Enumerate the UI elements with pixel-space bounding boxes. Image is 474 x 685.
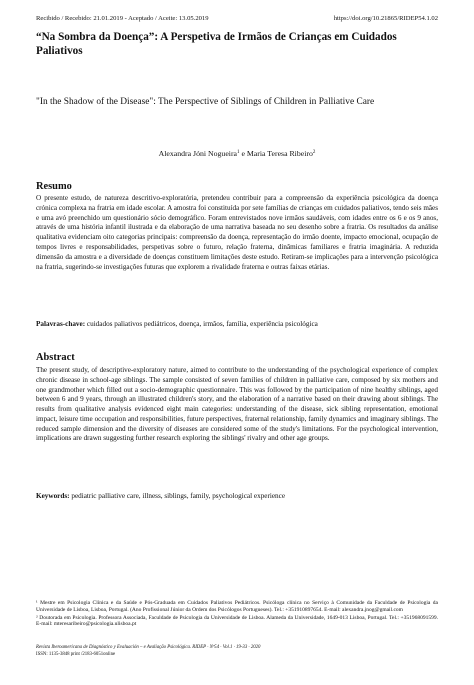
author-1-footnote-mark: 1 — [237, 150, 240, 155]
footnote-1: ¹ Mestre em Psicologia Clínica e da Saúde e Pós-Graduada em Cuidados Paliativos Pediátricos. Psicóloga clínica no Serviço à Comunidade da Faculdade de Psicologia da Universidade de Lisboa, Lisboa, Portugal. (Ano Profissional Júnior da Ordem dos Psicólogos Portugueses). Tel.: +351910897654. E-mail: alexandra.jnog@gmail.com — [36, 600, 438, 613]
author-2: Maria Teresa Ribeiro — [246, 149, 313, 158]
title-portuguese: “Na Sombra da Doença”: A Perspetiva de Irmãos de Crianças em Cuidados Paliativos — [36, 31, 397, 57]
author-connector: e — [239, 149, 247, 158]
author-2-footnote-mark: 2 — [312, 150, 316, 155]
palavras-chave — [36, 320, 438, 329]
journal-citation: Revista Iberoamericana de Diagnóstico y Evaluación – e Avaliação Psicológica. RIDEP · Nº54 · Vol.1 · 19-33 · 2020 — [36, 645, 261, 650]
title-english: "In the Shadow of the Disease": The Perspective of Siblings of Children in Palliative Care — [36, 97, 375, 107]
keywords — [36, 492, 438, 501]
author-1: Alexandra Jóni Nogueira — [158, 149, 238, 158]
doi-link[interactable]: https://doi.org/10.21865/RIDEP54.1.02 — [333, 15, 438, 22]
abstract-text: The present study, of descriptive-exploratory nature, aimed to contribute to the understanding of the psychological experience of complex chronic disease in school-age siblings. The sample consisted of seven families of children in palliative care, composed by six mothers and one grandmother which filled out a socio-demographic questionnaire. This was followed by the participation of nine healthy siblings, aged between 6 and 9 years, through an illustrated children's story, and the elaboration of a narrative based on their drawing about siblings. The results from qualitative analysis evidenced eight main categories: understanding of the disease, sick sibling representation, emotional impact, leisure time occupation and responsibilities, future perspectives, fraternal relationship, family dynamics and imaginary siblings. The reduced sample dimension and the diversity of diseases are considered some of the study's limitations. For the psychological intervention, implications are drawn suggesting further research exploring the siblings' rivalry and other age groups. — [36, 366, 438, 443]
received-accepted-dates: Recibido / Recebido: 21.01.2019 - Aceptado / Aceite: 13.05.2019 — [36, 15, 209, 22]
issn-line: ISSN: 1135-3848 print /2183-6051online — [36, 652, 116, 657]
resumo-text: O presente estudo, de natureza descritivo-exploratória, pretendeu contribuir para a compreensão da experiência psicológica da doença crónica complexa na fratria em idade escolar. A amostra foi constituída por sete famílias de crianças em cuidados paliativos, tendo seis mães e uma avó preenchido um questionário sócio demográfico. Foram entrevistados nove irmãos saudáveis, com idades entre os 6 e os 9 anos, através de uma história infantil ilustrada e da elaboração de uma narrativa baseada no seu desenho sobre a fratria. Os resultados da análise qualitativa evidenciam oito categorias principais: compreensão da doença, representação do irmão doente, impacto emocional, ocupação de tempos livres e responsabilidades, perspetivas sobre o futuro, relação fraterna, dinâmicas familiares e fratria imaginária. A reduzida dimensão da amostra e a diversidade de doenças constituem limitações deste estudo. Retiram-se implicações para a intervenção psicológica na fratria, sugerindo-se investigações futuras que explorem a rivalidade fraterna e outras faixas etárias. — [36, 194, 438, 271]
footnote-2: ² Doutorada em Psicologia. Professora Associada, Faculdade de Psicologia da Universidade de Lisboa. Alameda da Universidade, 1649-013 Lisboa, Portugal. Tel.: +351968091599. E-mail: mteresaribeiro@psicologia.ulisboa.pt — [36, 614, 438, 628]
palavras-chave-list: cuidados paliativos pediátricos, doença, irmãos, família, experiência psicológica — [85, 320, 318, 328]
authors-line — [0, 149, 474, 158]
palavras-chave-label: Palavras-chave: — [36, 320, 86, 328]
keywords-label: Keywords: — [36, 492, 70, 500]
abstract-heading: Abstract — [36, 352, 75, 363]
keywords-list: pediatric palliative care, illness, siblings, family, psychological experience — [69, 492, 286, 500]
footnotes — [36, 600, 438, 629]
resumo-heading: Resumo — [36, 181, 72, 192]
